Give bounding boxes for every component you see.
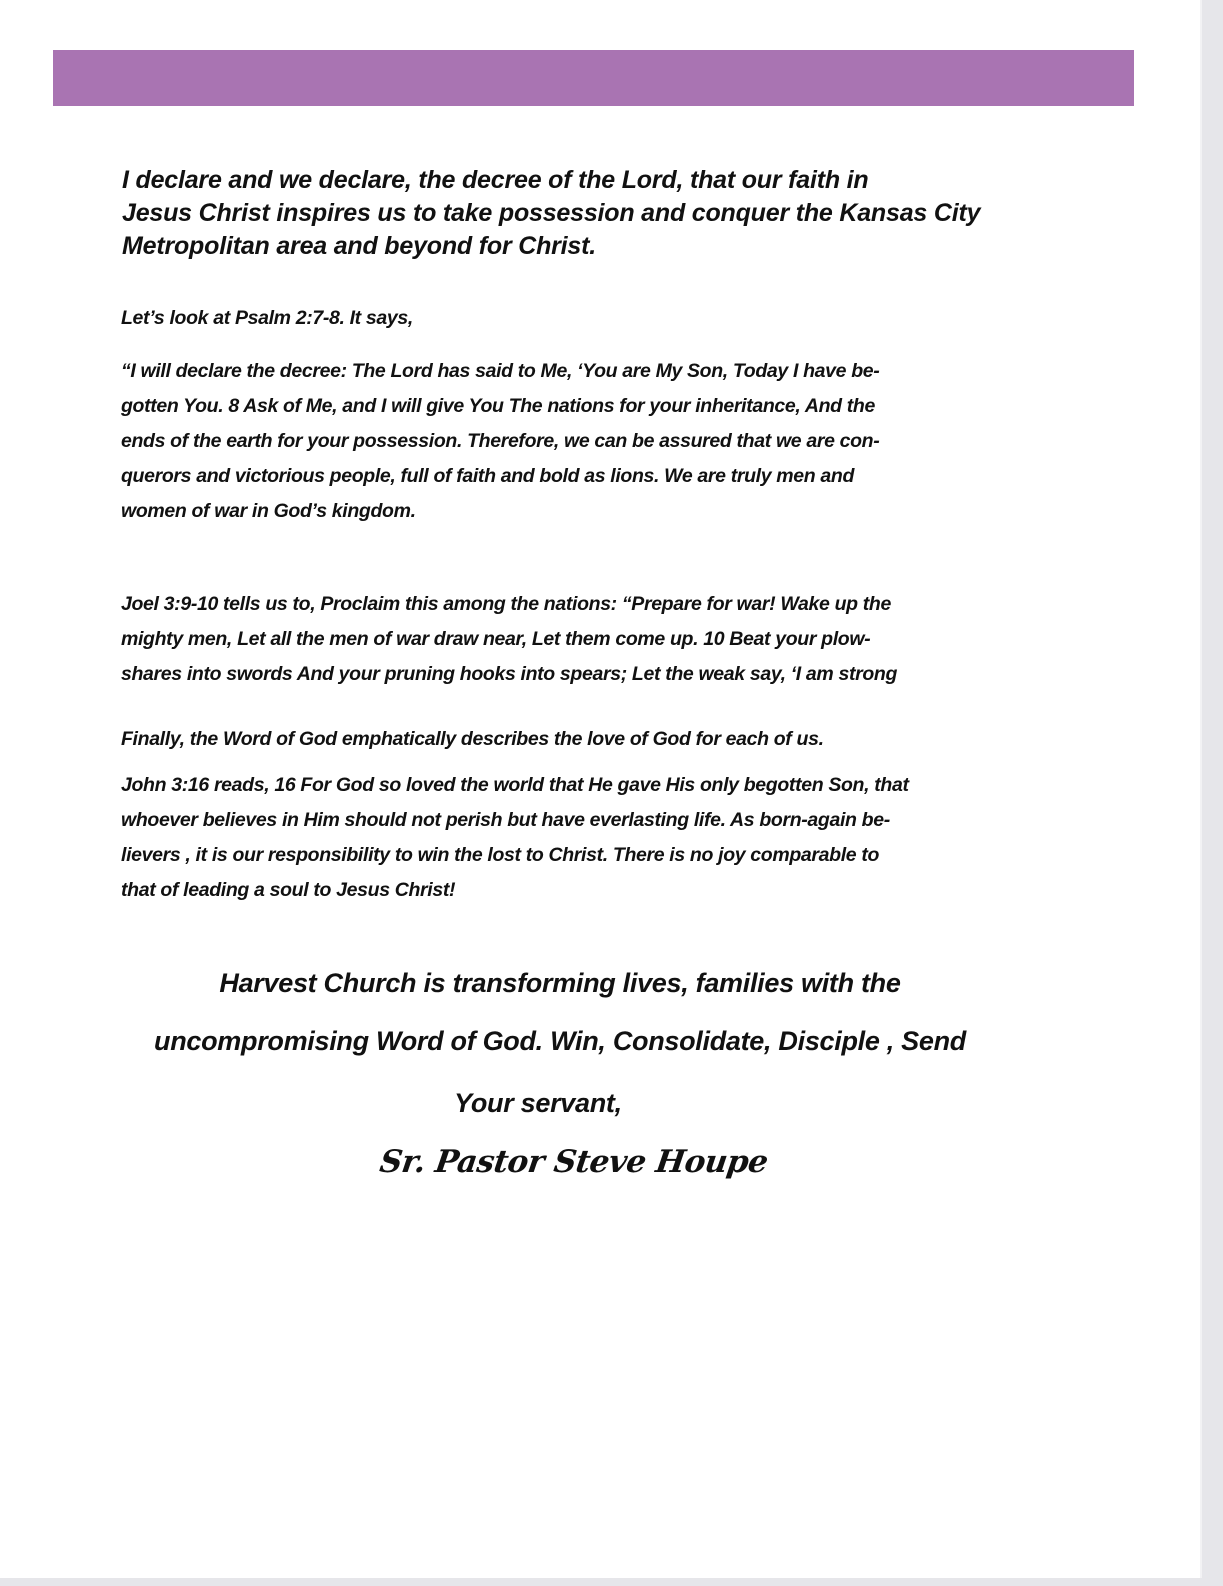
declaration-line: Jesus Christ inspires us to take possession and conquer the Kansas City <box>122 199 981 227</box>
psalm-intro: Let’s look at Psalm 2:7-8. It says, <box>121 307 413 329</box>
joel-paragraph <box>121 587 1021 692</box>
paragraph-line: John 3:16 reads, 16 For God so loved the world that He gave His only begotten Son, that <box>121 774 909 796</box>
paragraph-line: “I will declare the decree: The Lord has said to Me, ‘You are My Son, Today I have be- <box>121 360 880 382</box>
paragraph-line: mighty men, Let all the men of war draw near, Let them come up. 10 Beat your plow- <box>121 628 871 650</box>
paragraph-line: gotten You. 8 Ask of Me, and I will give You The nations for your inheritance, And the <box>121 395 875 417</box>
header-banner <box>53 50 1134 106</box>
paragraph-line: Joel 3:9-10 tells us to, Proclaim this among the nations: “Prepare for war! Wake up the <box>121 593 891 615</box>
paragraph-line: whoever believes in Him should not perish but have everlasting life. As born-again be- <box>121 809 890 831</box>
paragraph-line: shares into swords And your pruning hooks into spears; Let the weak say, ‘I am strong <box>121 663 898 685</box>
declaration-line: I declare and we declare, the decree of the Lord, that our faith in <box>122 166 869 194</box>
john-paragraph <box>121 768 1021 908</box>
finally-paragraph: Finally, the Word of God emphatically describes the love of God for each of us. <box>121 728 824 750</box>
mission-line: Harvest Church is transforming lives, families with the <box>219 968 901 998</box>
paragraph-line: ends of the earth for your possession. Therefore, we can be assured that we are con- <box>121 430 880 452</box>
mission-line: uncompromising Word of God. Win, Consolidate, Disciple , Send <box>154 1026 966 1056</box>
paragraph-line: women of war in God’s kingdom. <box>121 500 416 522</box>
psalm-quote-paragraph <box>121 354 1021 529</box>
paragraph-line: lievers , it is our responsibility to win the lost to Christ. There is no joy comparable to <box>121 844 880 866</box>
declaration-line: Metropolitan area and beyond for Christ. <box>122 232 596 260</box>
paragraph-line: that of leading a soul to Jesus Christ! <box>121 879 456 901</box>
mission-statement <box>100 954 1020 1070</box>
paragraph-line: querors and victorious people, full of faith and bold as lions. We are truly men and <box>121 465 855 487</box>
signature: Sr. Pastor Steve Houpe <box>377 1144 770 1180</box>
closing-salutation: Your servant, <box>454 1088 622 1118</box>
declaration-heading <box>122 164 1042 263</box>
